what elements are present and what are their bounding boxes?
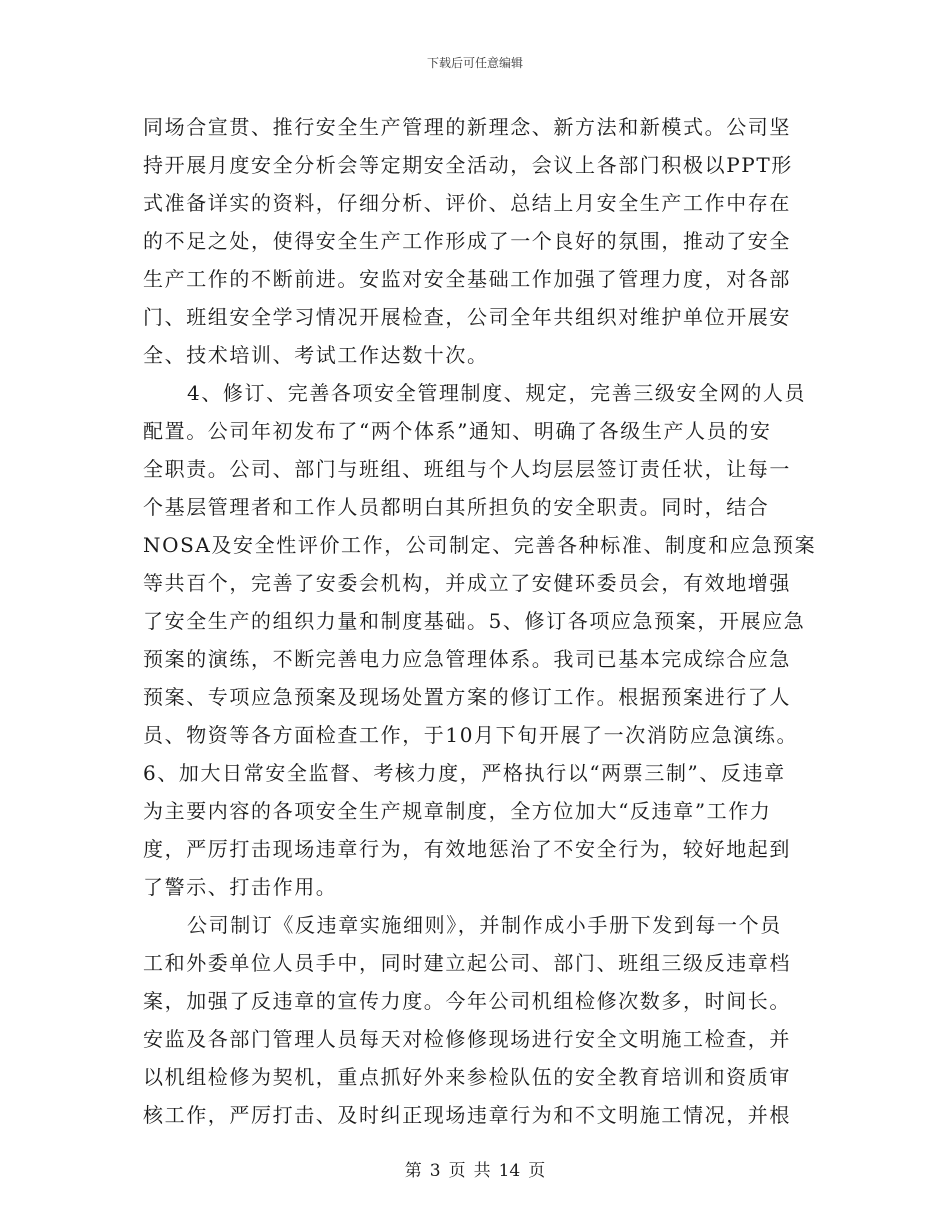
paragraph-start-line: 4、修订、完善各项安全管理制度、规定，完善三级安全网的人员	[187, 381, 807, 405]
paragraph-start-line: 公司制订《反违章实施细则》，并制作成小手册下发到每一个员	[187, 913, 782, 937]
text-line: 门、班组安全学习情况开展检查，公司全年共组织对维护单位开展安	[143, 305, 791, 329]
footer-label-gong: 共	[473, 1161, 491, 1181]
text-line: 个基层管理者和工作人员都明白其所担负的安全职责。同时，结合	[143, 495, 770, 519]
footer-label-di: 第	[404, 1161, 422, 1181]
page-header-note: 下载后可任意编辑	[426, 56, 523, 70]
text-line: NOSA及安全性评价工作，公司制定、完善各种标准、制度和应急预案	[143, 533, 817, 557]
text-line: 安监及各部门管理人员每天对检修修现场进行安全文明施工检查，并	[143, 1027, 791, 1051]
text-line: 全职责。公司、部门与班组、班组与个人均层层签订责任状，让每一	[143, 457, 791, 481]
text-line: 配置。公司年初发布了“两个体系”通知、明确了各级生产人员的安	[143, 419, 772, 443]
text-line: 的不足之处，使得安全生产工作形成了一个良好的氛围，推动了安全	[143, 229, 791, 253]
document-body	[143, 108, 817, 1134]
total-pages-number: 14	[498, 1161, 521, 1181]
text-line: 6、加大日常安全监督、考核力度，严格执行以“两票三制”、反违章	[143, 761, 786, 785]
text-line: 员、物资等各方面检查工作，于10月下旬开展了一次消防应急演练。	[143, 723, 799, 747]
text-line: 预案的演练，不断完善电力应急管理体系。我司已基本完成综合应急	[143, 647, 791, 671]
text-line: 以机组检修为契机，重点抓好外来参检队伍的安全教育培训和资质审	[143, 1065, 791, 1089]
text-line: 式准备详实的资料，仔细分析、评价、总结上月安全生产工作中存在	[143, 191, 791, 215]
text-line: 核工作，严厉打击、及时纠正现场违章行为和不文明施工情况，并根	[143, 1103, 791, 1127]
current-page-number: 3	[429, 1161, 441, 1181]
text-line: 持开展月度安全分析会等定期安全活动，会议上各部门积极以PPT形	[143, 153, 793, 177]
text-line: 预案、专项应急预案及现场处置方案的修订工作。根据预案进行了人	[143, 685, 791, 709]
text-line: 生产工作的不断前进。安监对安全基础工作加强了管理力度，对各部	[143, 267, 791, 291]
text-line: 了警示、打击作用。	[143, 875, 338, 899]
footer-label-ye-2: 页	[528, 1161, 546, 1181]
text-line: 为主要内容的各项安全生产规章制度，全方位加大“反违章”工作力	[143, 799, 772, 823]
footer-label-ye: 页	[448, 1161, 466, 1181]
text-line: 等共百个，完善了安委会机构，并成立了安健环委员会，有效地增强	[143, 571, 791, 595]
text-line: 了安全生产的组织力量和制度基础。5、修订各项应急预案，开展应急	[143, 609, 806, 633]
page-footer	[0, 1156, 950, 1181]
text-line: 度，严厉打击现场违章行为，有效地惩治了不安全行为，较好地起到	[143, 837, 791, 861]
text-line: 工和外委单位人员手中，同时建立起公司、部门、班组三级反违章档	[143, 951, 791, 975]
text-line: 案，加强了反违章的宣传力度。今年公司机组检修次数多，时间长。	[143, 989, 791, 1013]
text-line: 同场合宣贯、推行安全生产管理的新理念、新方法和新模式。公司坚	[143, 115, 791, 139]
text-line: 全、技术培训、考试工作达数十次。	[143, 343, 489, 367]
